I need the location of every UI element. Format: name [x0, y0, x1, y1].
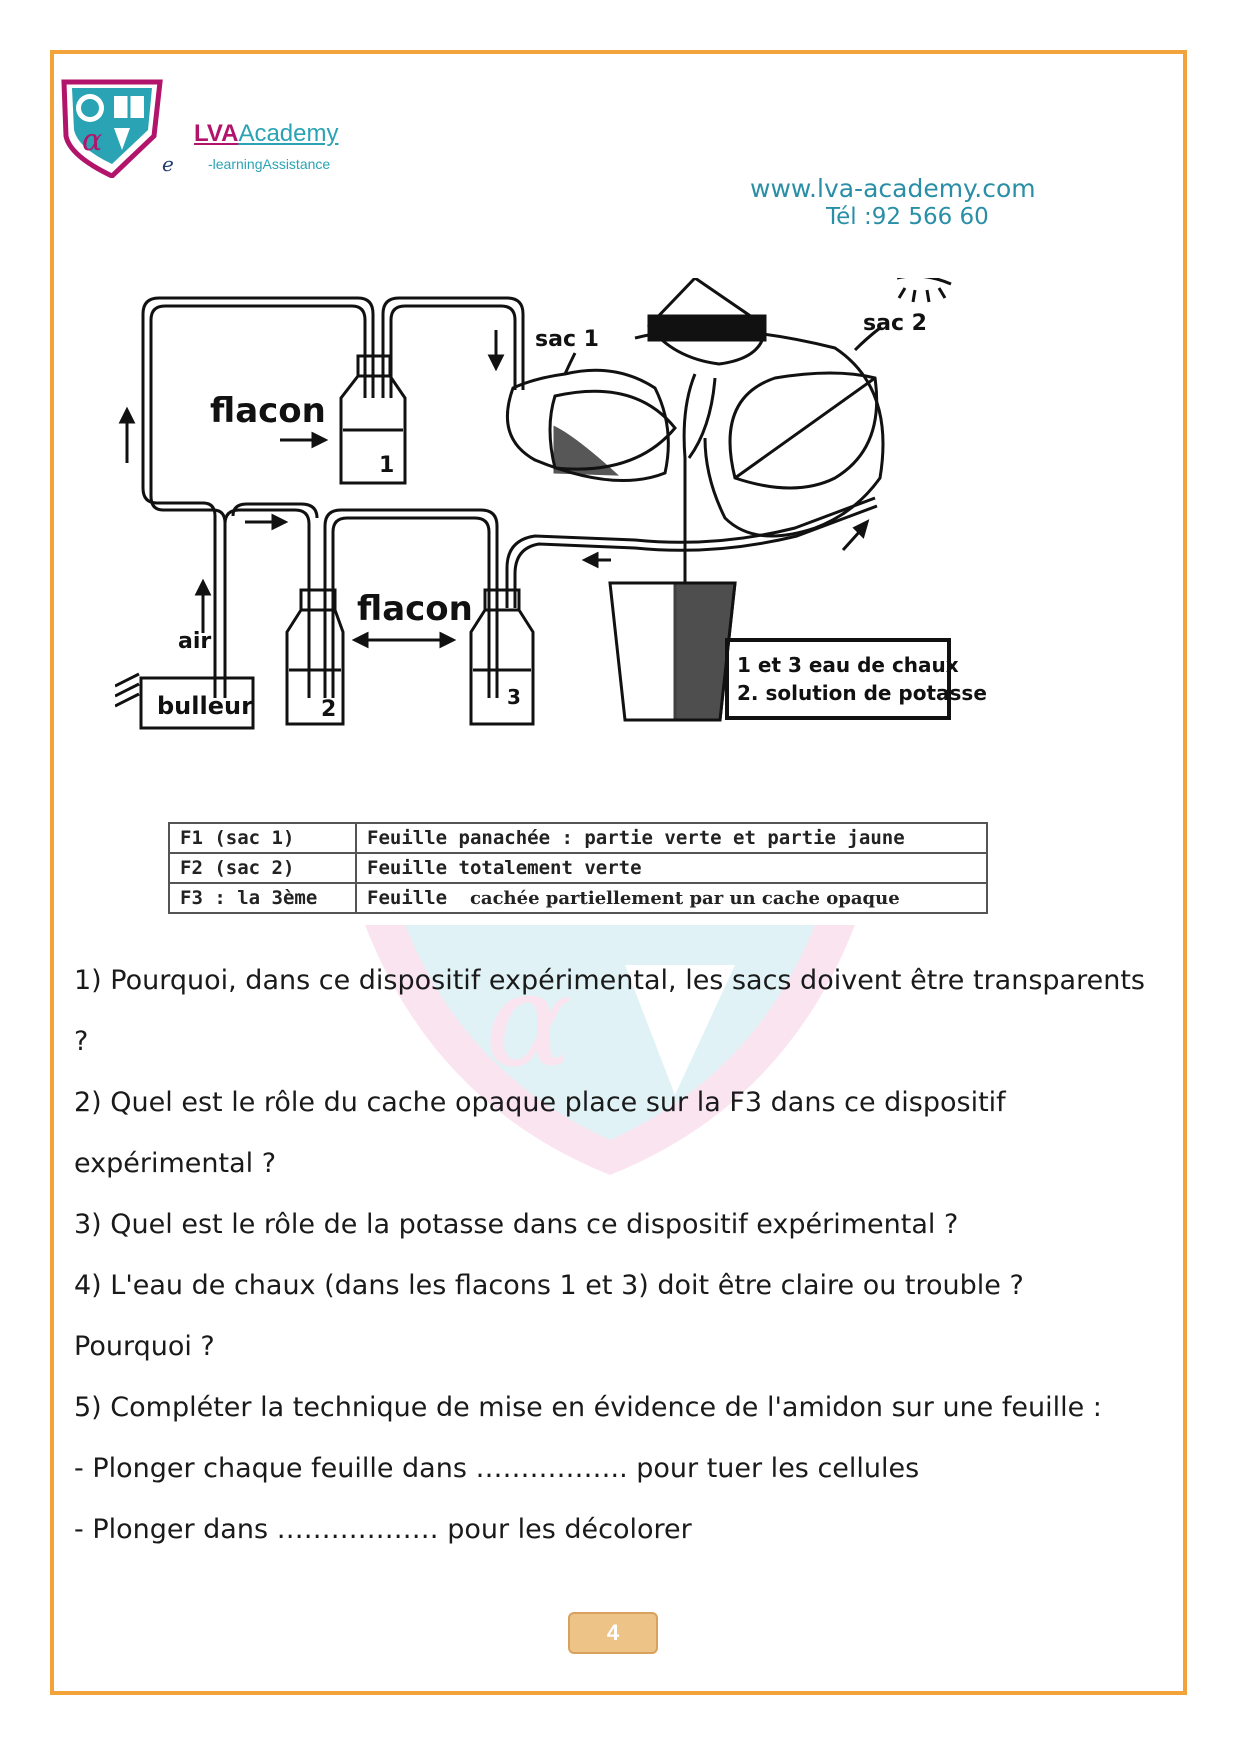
experimental-setup-diagram — [115, 278, 1080, 813]
air-label: air — [178, 629, 212, 654]
questions-block — [74, 950, 1154, 1560]
table-cell-leaf: F2 (sac 2) — [169, 853, 356, 883]
brand-name — [194, 120, 338, 148]
description-part-b: cachée partiellement par un cache opaque — [469, 888, 900, 909]
table-row — [169, 883, 987, 913]
website-link[interactable]: www.lva-academy.com — [750, 174, 1036, 203]
bulleur-label: bulleur — [157, 692, 253, 720]
phone-number: Tél :92 566 60 — [826, 204, 989, 230]
question-line: 2) Quel est le rôle du cache opaque place sur la F3 dans ce dispositif — [74, 1087, 1006, 1118]
flacon-label-top: flacon — [210, 391, 326, 431]
table-row — [169, 823, 987, 853]
lva-academy-logo-icon — [56, 78, 168, 178]
question-line: 4) L'eau de chaux (dans les flacons 1 et 3) doit être claire ou trouble ? — [74, 1270, 1024, 1301]
table-cell-description — [356, 883, 987, 913]
svg-text:α: α — [485, 944, 573, 1096]
brand-tagline: -learningAssistance — [208, 156, 331, 172]
question-line: expérimental ? — [74, 1148, 277, 1179]
question-line: - Plonger chaque feuille dans …………….. pour tuer les cellules — [74, 1453, 920, 1484]
table-row — [169, 853, 987, 883]
question-line: ? — [74, 1026, 89, 1057]
question-line: 5) Compléter la technique de mise en évidence de l'amidon sur une feuille : — [74, 1392, 1102, 1423]
sac2-label: sac 2 — [863, 311, 927, 336]
legend-line-1: 1 et 3 eau de chaux — [737, 653, 959, 677]
leaf-table — [168, 822, 988, 914]
brand-academy: Academy — [238, 120, 339, 147]
flask2-number: 2 — [321, 697, 337, 722]
table-cell-leaf: F3 : la 3ème — [169, 883, 356, 913]
description-part-a: Feuille — [367, 887, 448, 909]
question-line: - Plonger dans ……………… pour les décolorer — [74, 1514, 692, 1545]
page-number-badge: 4 — [568, 1612, 658, 1654]
sac1-label: sac 1 — [535, 327, 599, 352]
flacon-label-bottom: flacon — [357, 589, 473, 629]
flask3-number: 3 — [507, 685, 521, 709]
flask1-number: 1 — [379, 453, 395, 478]
table-cell-leaf: F1 (sac 1) — [169, 823, 356, 853]
table-cell-description: Feuille panachée : partie verte et partie jaune — [356, 823, 987, 853]
logo-e-letter: e — [162, 152, 174, 176]
brand-lva: LVA — [194, 120, 239, 147]
question-line: 1) Pourquoi, dans ce dispositif expérimental, les sacs doivent être transparents — [74, 965, 1145, 996]
table-cell-description: Feuille totalement verte — [356, 853, 987, 883]
question-line: Pourquoi ? — [74, 1331, 215, 1362]
question-line: 3) Quel est le rôle de la potasse dans ce dispositif expérimental ? — [74, 1209, 959, 1240]
legend-line-2: 2. solution de potasse — [737, 681, 987, 705]
svg-text:α: α — [82, 123, 103, 158]
